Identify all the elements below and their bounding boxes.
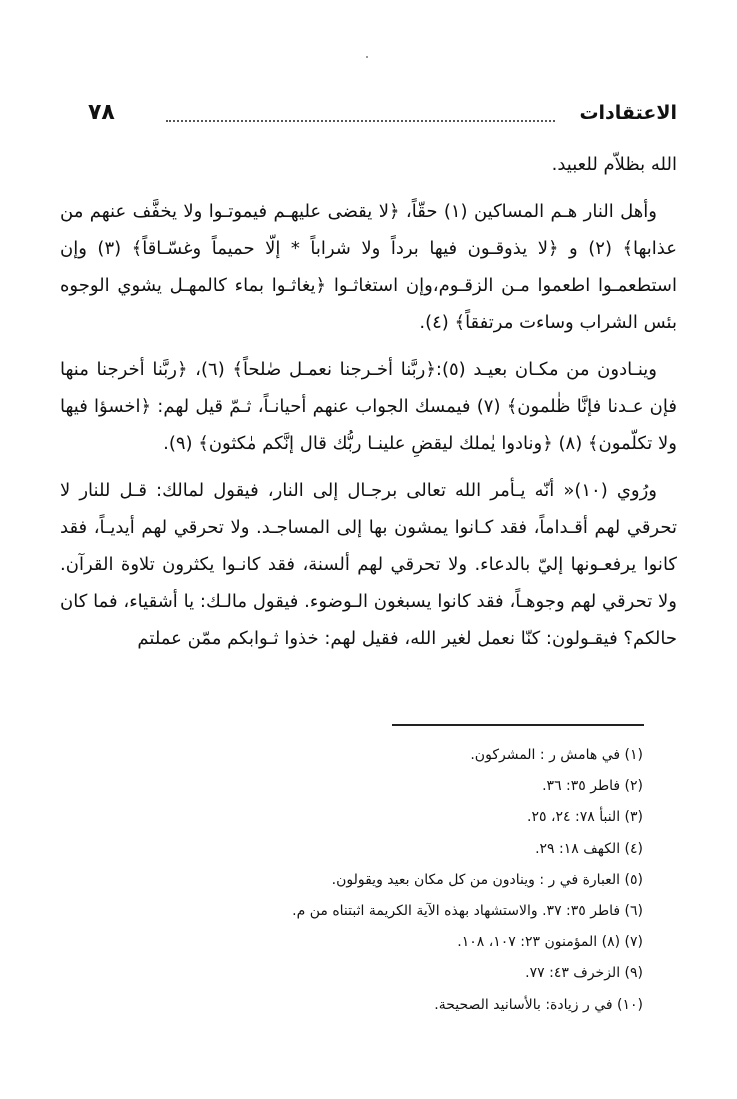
header-dotted-leader	[166, 120, 555, 122]
footnote-item: (١٠) في ر زيادة: بالأسانيد الصحيحة.	[434, 996, 643, 1013]
footnote-item: (١) في هامش ر : المشركون.	[470, 747, 643, 763]
main-text	[60, 146, 677, 667]
footnotes-list	[60, 740, 643, 1021]
page-number: ٧٨	[88, 100, 115, 125]
footnote-item: (٥) العبارة في ر : وينادون من كل مكان بعيد ويقولون.	[331, 871, 643, 888]
footnote-item: (٦) فاطر ٣٥: ٣٧. والاستشهاد بهذه الآية الكريمة اثبتناه من م.	[292, 903, 643, 920]
running-header	[88, 100, 677, 136]
crop-mark	[366, 56, 368, 58]
paragraph: وينـادون من مكـان بعيـد (٥):﴿ربَّنا أخـرجنا نعمـل صٰلحاً﴾ (٦)، ﴿ربَّنا أخرجنا منها فإن عـدنا فإنَّا ظٰلمون﴾ (٧) فيمسك الجواب عنهم أحيانـاً، ثـمّ قيل لهم: ﴿اخسؤا فيها ولا تكلّمون﴾ (٨) ﴿ونادوا يٰملك ليقضِ علينـا ربُّك قال إنَّكم مٰكثون﴾ (٩).	[60, 359, 677, 454]
footnote-separator	[392, 724, 644, 726]
footnote-item: (٢) فاطر ٣٥: ٣٦.	[542, 778, 643, 795]
paragraph: الله بظلاّم للعبيد.	[551, 154, 677, 175]
footnote-item: (٩) الزخرف ٤٣: ٧٧.	[525, 965, 643, 982]
footnote-item: (٤) الكهف ١٨: ٢٩.	[535, 840, 643, 857]
footnote-item: (٧) (٨) المؤمنون ٢٣: ١٠٧، ١٠٨.	[457, 934, 643, 951]
footnote-item: (٣) النبأ ٧٨: ٢٤، ٢٥.	[527, 809, 643, 826]
chapter-title: الاعتقادات	[579, 102, 677, 124]
paragraph: وأهل النار هـم المساكين (١) حقّاً، ﴿لا يقضى عليهـم فيموتـوا ولا يخفَّف عنهم من عذابها﴾ (٢) و ﴿لا يذوقـون فيها برداً ولا شراباً * إلّا حميماً وغسّـاقاً﴾ (٣) وإن استطعمـوا اطعموا مـن الزقـوم،وإن استغاثـوا ﴿يغاثـوا بماء كالمهـل يشوي الوجوه بئس الشراب وساءت مرتفقاً﴾ (٤).	[60, 201, 677, 333]
paragraph: ورُوي (١٠)« أنّه يـأمر الله تعالى برجـال إلى النار، فيقول لمالك: قـل للنار لا تحرقي لهم أقـداماً، فقد كـانوا يمشون بها إلى المساجـد. ولا تحرقي لهم أيديـاً، فقد كانوا يرفعـونها إليّ بالدعاء. ولا تحرقي لهم ألسنة، فقد كانـوا يكثرون تلاوة القرآن. ولا تحرقي لهم وجوهـاً، فقد كانوا يسبغون الـوضوء. فيقول مالـك: يا أشقياء، فما كان حالكم؟ فيقـولون: كنّا نعمل لغير الله، فقيل لهم: خذوا ثـوابكم ممّن عملتم	[60, 480, 677, 649]
